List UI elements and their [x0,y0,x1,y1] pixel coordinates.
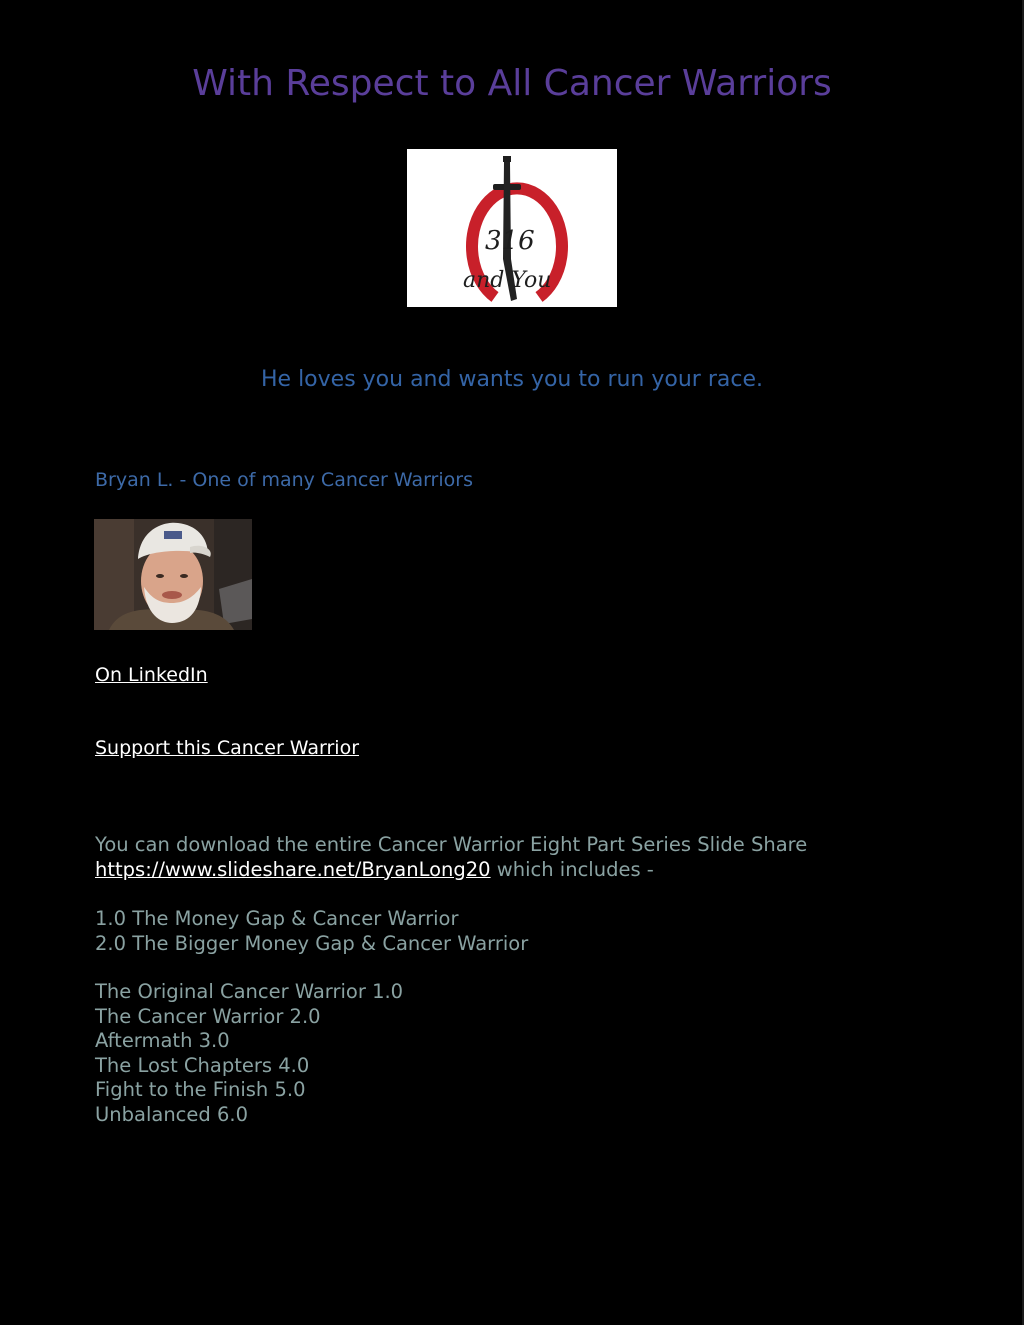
logo-text-and-you: and You [463,268,552,293]
logo-text-316: 316 [485,226,535,256]
download-suffix: which includes - [490,857,654,881]
list-item: The Original Cancer Warrior 1.0 [95,980,404,1003]
list-item: Unbalanced 6.0 [95,1102,248,1126]
tagline: He loves you and wants you to run your race. [261,367,763,392]
list-item: The Lost Chapters 4.0 [95,1053,310,1077]
list-item: Aftermath 3.0 [95,1029,230,1052]
download-intro: You can download the entire Cancer Warrior Eight Part Series Slide Share [95,833,808,856]
list-item: Fight to the Finish 5.0 [95,1078,306,1101]
download-paragraph [95,833,975,882]
slideshare-link[interactable]: https://www.slideshare.net/BryanLong20 [95,857,491,881]
money-gap-list [95,907,975,956]
support-warrior-link[interactable]: Support this Cancer Warrior [95,737,360,759]
sword-circle-logo-icon [407,149,617,307]
warrior-photo [94,519,252,630]
warrior-heading: Bryan L. - One of many Cancer Warriors [95,469,473,491]
download-line [95,858,975,883]
logo-316-and-you [407,149,617,307]
man-portrait-icon [94,519,252,630]
list-item: 2.0 The Bigger Money Gap & Cancer Warrior [95,931,529,955]
list-item: 1.0 The Money Gap & Cancer Warrior [95,907,459,930]
series-list [95,980,975,1127]
linkedin-link[interactable]: On LinkedIn [95,664,208,686]
list-item: The Cancer Warrior 2.0 [95,1004,321,1028]
page-title: With Respect to All Cancer Warriors [192,63,832,104]
